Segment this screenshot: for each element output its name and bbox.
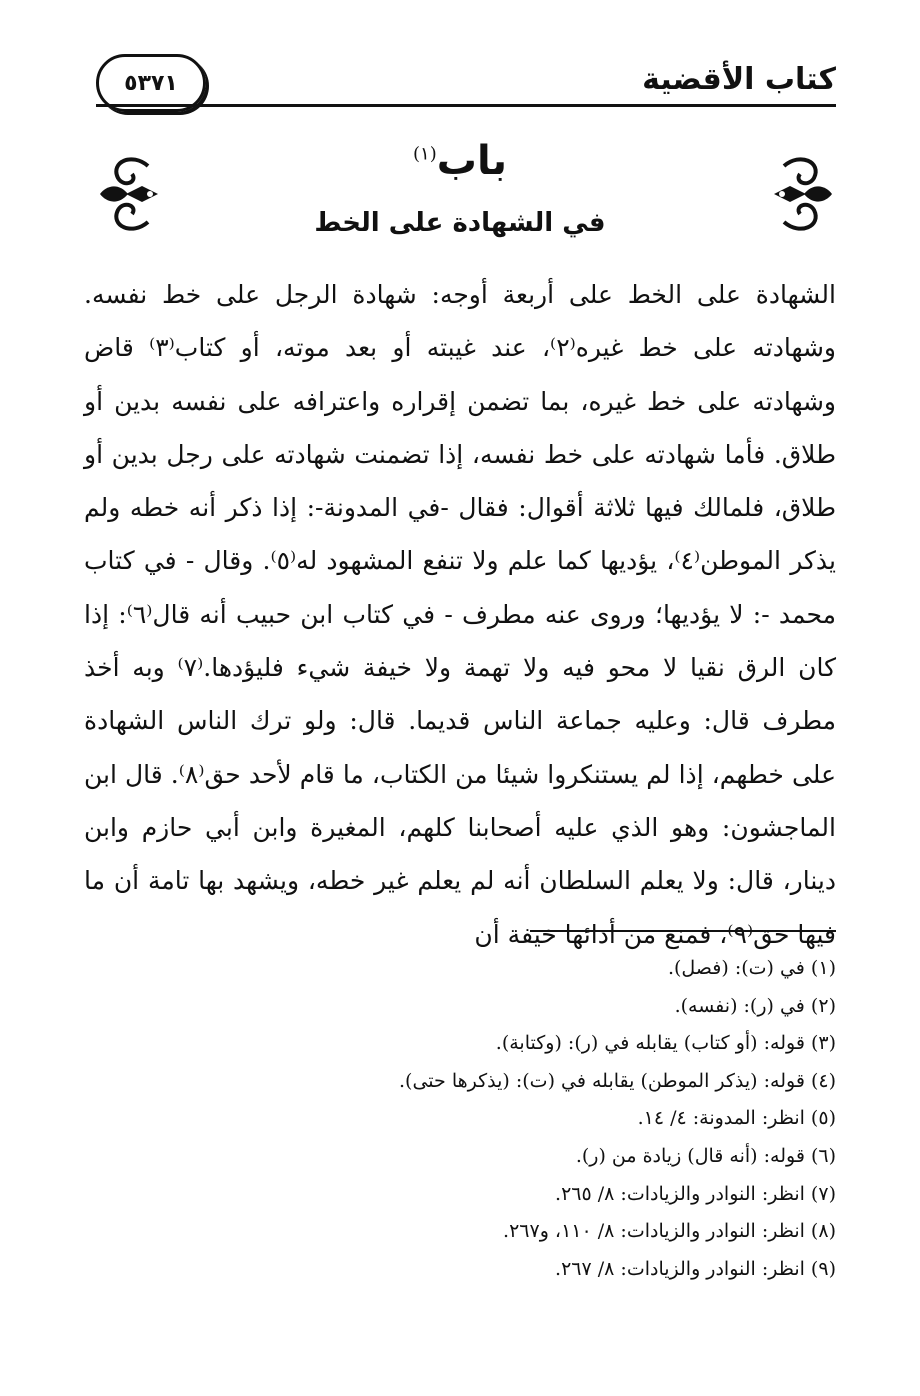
body-paragraph: الشهادة على الخط على أربعة أوجه: شهادة الرجل على خط نفسه. وشهادته على خط غيره⁽٢⁾، عند غيبته أو بعد موته، أو كتاب⁽٣⁾ قاض وشهادته على خط غيره، بما تضمن إقراره واعترافه على نفسه بدين أو طلاق. فأما شهادته على خط نفسه، إذا تضمنت شهادته على رجل بدين أو طلاق، فلمالك فيها ثلاثة أقوال: فقال -في المدونة-: إذا ذكر أنه خطه ولم يذكر الموطن⁽٤⁾، يؤديها كما علم ولا تنفع المشهود له⁽٥⁾. وقال - في كتاب محمد -: لا يؤديها؛ وروى عنه مطرف - في كتاب ابن حبيب أنه قال⁽٦⁾: إذا كان الرق نقيا لا محو فيه ولا تهمة ولا خيفة شيء فليؤدها.⁽٧⁾ وبه أخذ مطرف قال: وعليه جماعة الناس قديما. قال: ولو ترك الناس الشهادة على خطهم، إذا لم يستنكروا شيئا من الكتاب، ما قام لأحد حق⁽٨⁾. قال ابن الماجشون: وهو الذي عليه أصحابنا كلهم، المغيرة وابن أبي حازم وابن دينار، قال: ولا يعلم السلطان أنه لم يعلم غير خطه، ويشهد بها تامة أن ما فيها حق⁽٩⁾، فمنع من أدائها خيفة أن bbox=[84, 280, 836, 949]
footnote-separator bbox=[530, 930, 836, 932]
header-rule bbox=[96, 104, 836, 107]
footnote-item: (٢) في (ر): (نفسه). bbox=[674, 994, 836, 1017]
footnote-item: (٧) انظر: النوادر والزيادات: ٨/ ٢٦٥. bbox=[555, 1182, 836, 1205]
chapter-title-text: باب bbox=[436, 138, 507, 184]
footnote-item: (٩) انظر: النوادر والزيادات: ٨/ ٢٦٧. bbox=[555, 1257, 836, 1280]
page-number: ٥٣٧١ bbox=[124, 70, 178, 96]
footnote-item: (٤) قوله: (يذكر الموطن) يقابله في (ت): (يذكرها حتى). bbox=[399, 1069, 836, 1092]
chapter-footnote-marker: (١) bbox=[413, 143, 437, 165]
footnote-item: (٥) انظر: المدونة: ٤/ ١٤. bbox=[637, 1107, 836, 1130]
footnotes bbox=[84, 950, 836, 1288]
running-title: كتاب الأقضية bbox=[642, 62, 836, 97]
chapter-subtitle: في الشهادة على الخط bbox=[314, 208, 606, 238]
footnote-item: (٨) انظر: النوادر والزيادات: ٨/ ١١٠، و٢٦٧. bbox=[503, 1220, 836, 1243]
footnote-item: (١) في (ت): (فصل). bbox=[667, 957, 836, 979]
chapter-title bbox=[0, 138, 920, 184]
footnote-item: (٣) قوله: (أو كتاب) يقابله في (ر): (وكتابة). bbox=[495, 1032, 836, 1055]
footnote-item: (٦) قوله: (أنه قال) زيادة من (ر). bbox=[575, 1144, 836, 1167]
